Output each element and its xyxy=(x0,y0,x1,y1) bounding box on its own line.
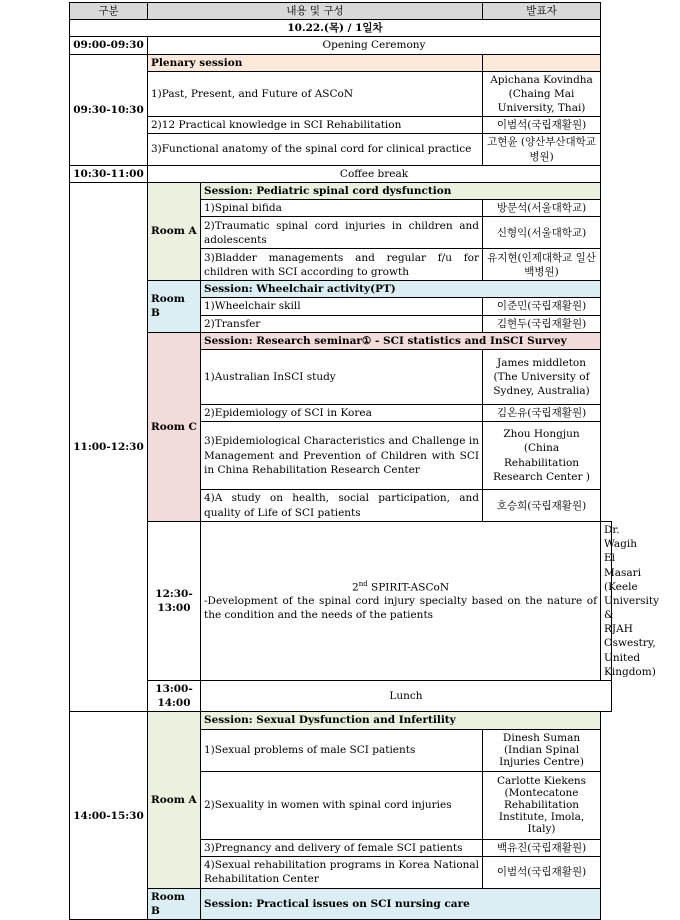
coffee-row xyxy=(70,165,612,182)
talk-title: 4)A study on health, social participation, and quality of Life of SCI patients xyxy=(201,490,483,522)
session-title: Session: Sexual Dysfunction and Infertility xyxy=(201,712,601,729)
time-cell: 14:00-15:30 xyxy=(70,712,148,920)
talk-presenter: 신형익(서울대학교) xyxy=(483,217,601,249)
room-label: Room B xyxy=(148,281,201,333)
program-schedule-table xyxy=(69,2,660,920)
talk-presenter: 이범석(국립재활원) xyxy=(483,856,601,888)
opening-row xyxy=(70,37,612,54)
talk-presenter: 방문석(서울대학교) xyxy=(483,200,601,217)
talk-row xyxy=(70,117,612,134)
talk-title: 4)Sexual rehabilitation programs in Korea National Rehabilitation Center xyxy=(201,856,483,888)
spirit-title: 2nd SPIRIT-ASCoN xyxy=(352,579,450,594)
talk-presenter: 이준민(국립재활원) xyxy=(483,298,601,315)
talk-presenter: 김현두(국립재활원) xyxy=(483,315,601,332)
room-b-session-row xyxy=(70,281,612,298)
talk-row xyxy=(70,134,612,165)
talk-presenter: Carlotte Kiekens (Montecatone Rehabilitation Institute, Imola, Italy) xyxy=(483,771,601,839)
talk-title: 2)Transfer xyxy=(201,315,483,332)
talk-title: 3)Functional anatomy of the spinal cord for clinical practice xyxy=(148,134,483,165)
room-label: Room A xyxy=(148,182,201,280)
talk-title: 2)Sexuality in women with spinal cord injuries xyxy=(201,771,483,839)
header-content: 내용 및 구성 xyxy=(148,3,483,20)
talk-presenter: 김온유(국립재활원) xyxy=(483,404,601,421)
time-cell: 09:00-09:30 xyxy=(70,37,148,54)
talk-title: 2)Traumatic spinal cord injuries in children and adolescents xyxy=(201,217,483,249)
spirit-row xyxy=(70,522,612,681)
room-a-session-row xyxy=(70,712,612,729)
talk-presenter: 백유진(국립재활원) xyxy=(483,839,601,856)
talk-presenter: James middleton (The University of Sydney, Australia) xyxy=(483,349,601,404)
room-b-session-row xyxy=(70,888,612,919)
room-a-session-row xyxy=(70,182,612,199)
time-cell: 10:30-11:00 xyxy=(70,165,148,182)
header-category: 구분 xyxy=(70,3,148,20)
talk-presenter: 유지현(인제대학교 일산백병원) xyxy=(483,249,601,281)
time-cell: 11:00-12:30 xyxy=(70,182,148,711)
header-presenter: 발표자 xyxy=(483,3,601,20)
talk-title: 3)Pregnancy and delivery of female SCI patients xyxy=(201,839,483,856)
lunch-title: Lunch xyxy=(201,680,612,711)
spirit-description: -Development of the spinal cord injury specialty based on the nature of the condition and the needs of the patients xyxy=(204,595,598,622)
talk-title: 1)Spinal bifida xyxy=(201,200,483,217)
talk-title: 3)Bladder managements and regular f/u for children with SCI according to growth xyxy=(201,249,483,281)
header-row xyxy=(70,3,612,20)
talk-title: 1)Australian InSCI study xyxy=(201,349,483,404)
day-row xyxy=(70,20,612,37)
talk-title: 3)Epidemiological Characteristics and Challenge in Management and Prevention of Children with SCI in China Rehabilitation Research Center xyxy=(201,422,483,490)
session-title: Session: Practical issues on SCI nursing care xyxy=(201,888,601,919)
talk-title: 1)Wheelchair skill xyxy=(201,298,483,315)
time-cell: 12:30-13:00 xyxy=(148,522,201,681)
room-c-session-row xyxy=(70,332,612,349)
talk-presenter: 이범석(국립재활원) xyxy=(483,117,601,134)
room-label: Room A xyxy=(148,712,201,888)
talk-title: 2)Epidemiology of SCI in Korea xyxy=(201,404,483,421)
opening-title: Opening Ceremony xyxy=(148,37,601,54)
coffee-title: Coffee break xyxy=(148,165,601,182)
session-title: Session: Wheelchair activity(PT) xyxy=(201,281,601,298)
talk-presenter: 호승희(국립재활원) xyxy=(483,490,601,522)
session-title: Session: Research seminar① - SCI statistics and InSCI Survey xyxy=(201,332,601,349)
time-cell: 13:00-14:00 xyxy=(148,680,201,711)
talk-title: 2)12 Practical knowledge in SCI Rehabilitation xyxy=(148,117,483,134)
session-title: Plenary session xyxy=(148,54,483,71)
session-title: Session: Pediatric spinal cord dysfunction xyxy=(201,182,601,199)
day-label: 10.22.(목) / 1일차 xyxy=(70,20,601,37)
talk-title: 1)Sexual problems of male SCI patients xyxy=(201,729,483,771)
talk-presenter: Dr. Wagih El Masari (Keele University & RJAH Oswestry, United Kingdom) xyxy=(601,522,612,681)
lunch-row xyxy=(70,680,612,711)
plenary-title-row xyxy=(70,54,612,71)
talk-row xyxy=(70,71,612,117)
talk-presenter: Zhou Hongjun (China Rehabilitation Research Center ) xyxy=(483,422,601,490)
room-label: Room B xyxy=(148,888,201,919)
talk-presenter: 고현윤 (양산부산대학교병원) xyxy=(483,134,601,165)
spirit-content xyxy=(201,522,601,681)
time-cell: 09:30-10:30 xyxy=(70,54,148,165)
talk-title: 1)Past, Present, and Future of ASCoN xyxy=(148,71,483,117)
talk-presenter: Dinesh Suman (Indian Spinal Injuries Centre) xyxy=(483,729,601,771)
room-label: Room C xyxy=(148,332,201,521)
talk-presenter: Apichana Kovindha (Chaing Mai University, Thai) xyxy=(483,71,601,117)
